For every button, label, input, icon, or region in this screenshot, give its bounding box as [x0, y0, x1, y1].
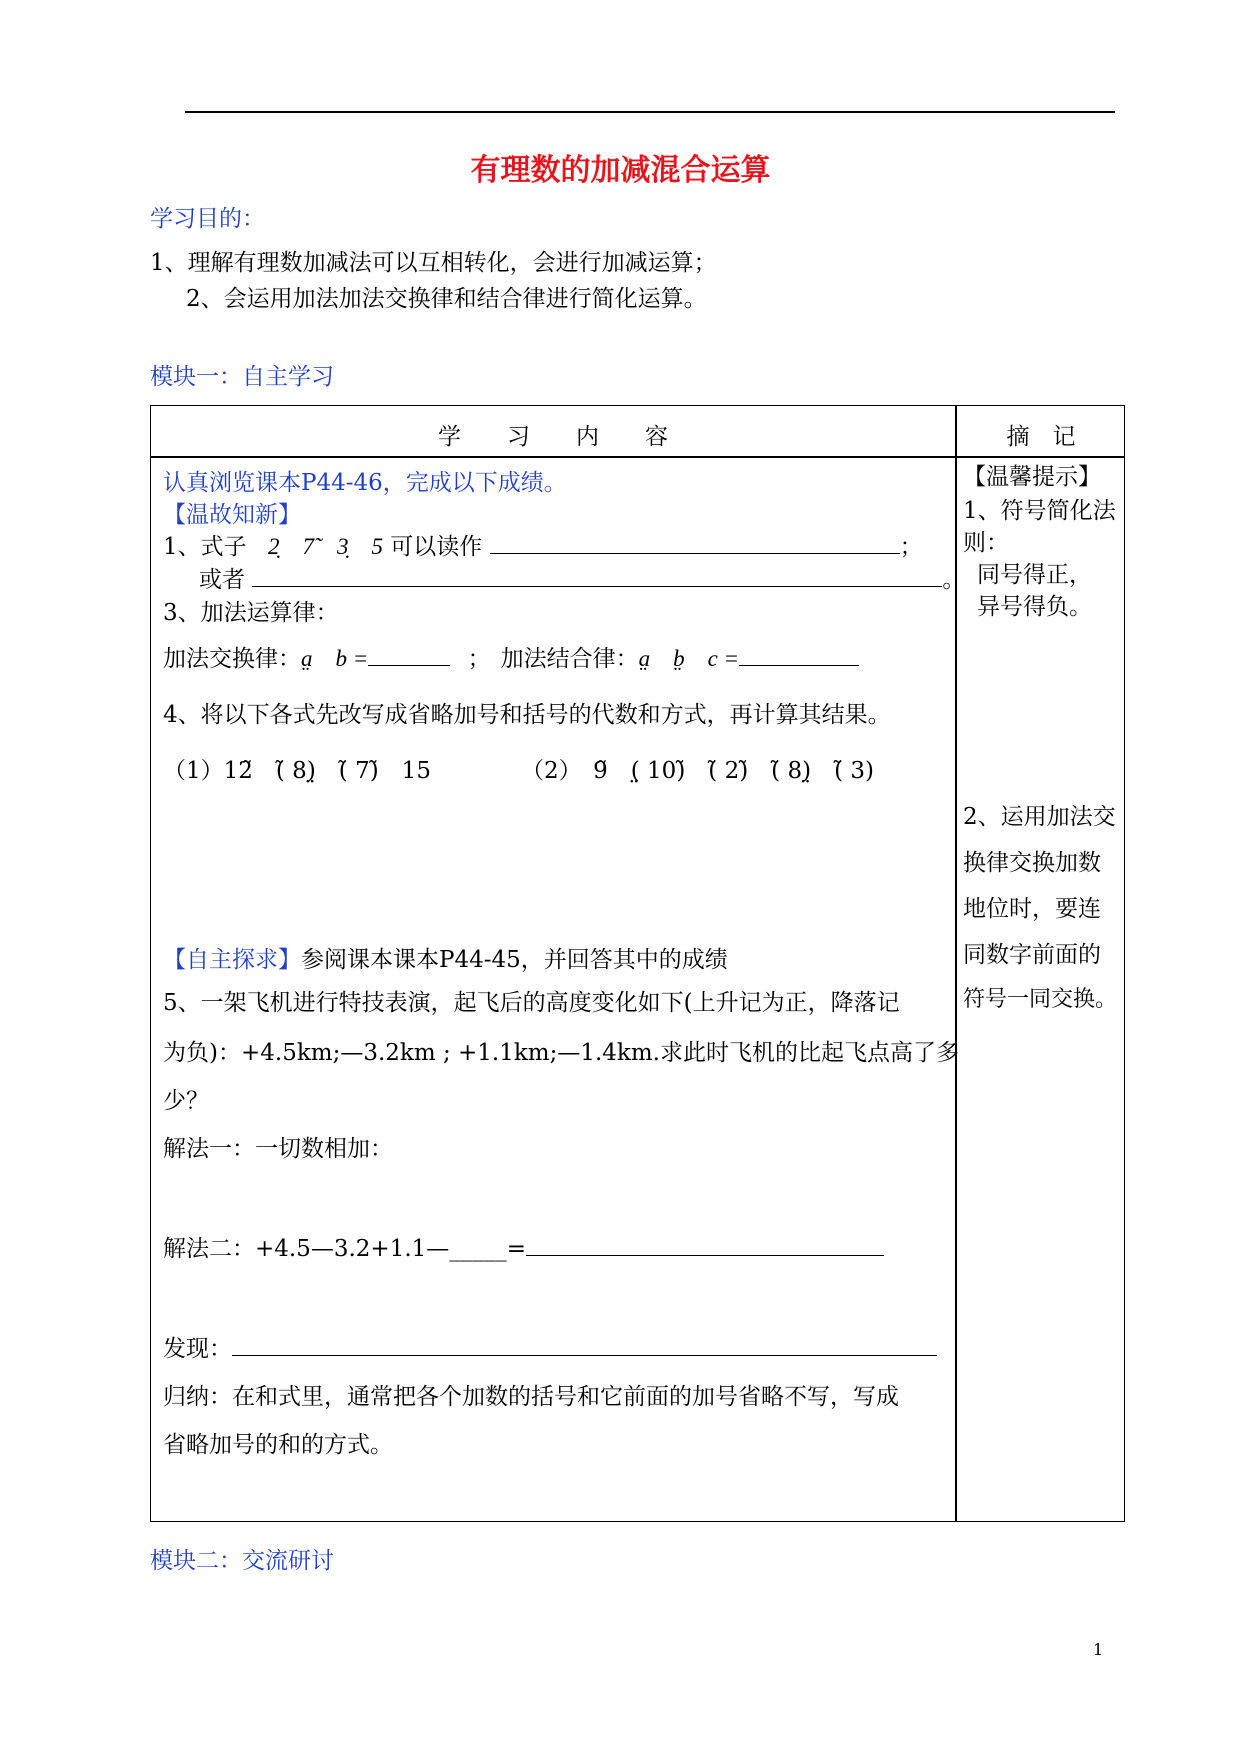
tip-2-line-1: 2、运用加法交 — [963, 804, 1116, 830]
explore-line — [163, 941, 728, 974]
q1-expression: 2̣ 7̃ 3̣ 5 — [267, 534, 383, 559]
law-separator: ； — [467, 646, 491, 672]
solution-2-line — [163, 1230, 884, 1263]
module1-heading: 模块一：自主学习 — [150, 364, 334, 390]
column-header-notes: 摘 记 — [1006, 424, 1076, 450]
q1-read: 可以读作 — [390, 534, 483, 560]
q1-blank-1[interactable] — [490, 533, 900, 554]
commutative-blank[interactable] — [368, 645, 450, 666]
question-5-line-1: 5、一架飞机进行特技表演，起飞后的高度变化如下(上升记为正，降落记 — [163, 990, 900, 1016]
q4-part-2: （2） 9̃ (̤ 10)̃ (̃ 2)̃ (̃ 8)̤ (̃ 3) — [521, 758, 874, 784]
discover-line — [163, 1330, 937, 1363]
discover-label: 发现： — [163, 1336, 232, 1362]
tip-1-line-4: 异号得负。 — [977, 594, 1092, 620]
q1-semicolon: ； — [899, 534, 923, 560]
question-1 — [163, 528, 923, 561]
tip-2-line-4: 同数字前面的 — [963, 942, 1101, 968]
tip-heading: 【温馨提示】 — [963, 464, 1101, 490]
module2-heading: 模块二：交流研讨 — [150, 1548, 334, 1574]
q1-or: 或者 — [199, 567, 245, 593]
discover-blank[interactable] — [232, 1335, 937, 1356]
question-5-line-2: 为负)：+4.5km;—3.2km ; +1.1km;—1.4km.求此时飞机的比起飞点高了多 — [163, 1040, 959, 1066]
q1-label: 1、式子 — [163, 534, 247, 560]
solution-2: 解法二：+4.5—3.2+1.1—_____= — [163, 1236, 527, 1262]
tip-2-line-3: 地位时，要连 — [963, 896, 1101, 922]
commutative-expression: a̤ b = — [301, 646, 369, 671]
question-4: 4、将以下各式先改写成省略加号和括号的代数和方式，再计算其结果。 — [163, 702, 891, 728]
page-number: 1 — [1093, 1640, 1104, 1659]
q4-part-1: （1）12̃ (̃ 8)̤ (̃ 7)̃ 15 — [163, 758, 431, 784]
summary-line-2: 省略加号的和的方式。 — [163, 1432, 393, 1458]
associative-expression: a̤ b̤ c = — [638, 646, 740, 671]
study-table — [150, 405, 1125, 1522]
tip-2-line-5: 符号一同交换。 — [963, 987, 1118, 1012]
tip-2-line-2: 换律交换加数 — [963, 850, 1101, 876]
intro-text: 认真浏览课本P44-46，完成以下成绩。 — [163, 470, 567, 496]
question-1-alt — [199, 561, 965, 594]
q1-blank-2[interactable] — [252, 566, 942, 587]
tip-1-line-1: 1、符号简化法 — [963, 498, 1116, 524]
explore-text: 参阅课本课本P44-45，并回答其中的成绩 — [301, 947, 728, 973]
commutative-label: 加法交换律： — [163, 646, 301, 672]
tip-1-line-3: 同号得正， — [977, 562, 1092, 588]
explore-heading: 【自主探求】 — [163, 947, 301, 973]
associative-label: 加法结合律： — [500, 646, 639, 672]
column-header-content: 学 习 内 容 — [438, 424, 668, 450]
objective-2: 2、会运用加法加法交换律和结合律进行简化运算。 — [186, 286, 707, 312]
question-5-line-3: 少？ — [163, 1088, 209, 1114]
objectives-heading: 学习目的： — [150, 206, 265, 232]
solution-1: 解法一：一切数相加： — [163, 1136, 393, 1162]
q1-period: 。 — [942, 567, 966, 593]
associative-blank[interactable] — [739, 645, 859, 666]
addition-laws — [163, 640, 859, 673]
summary-line-1: 归纳：在和式里，通常把各个加数的括号和它前面的加号省略不写，写成 — [163, 1384, 899, 1410]
header-rule — [185, 111, 1115, 113]
tip-1-line-2: 则： — [963, 530, 1009, 556]
objective-1: 1、理解有理数加减法可以互相转化，会进行加减运算； — [150, 250, 717, 276]
question-3: 3、加法运算律： — [163, 600, 339, 626]
review-heading: 【温故知新】 — [163, 502, 301, 528]
page-title: 有理数的加减混合运算 — [470, 153, 771, 188]
solution-2-blank[interactable] — [526, 1235, 884, 1256]
